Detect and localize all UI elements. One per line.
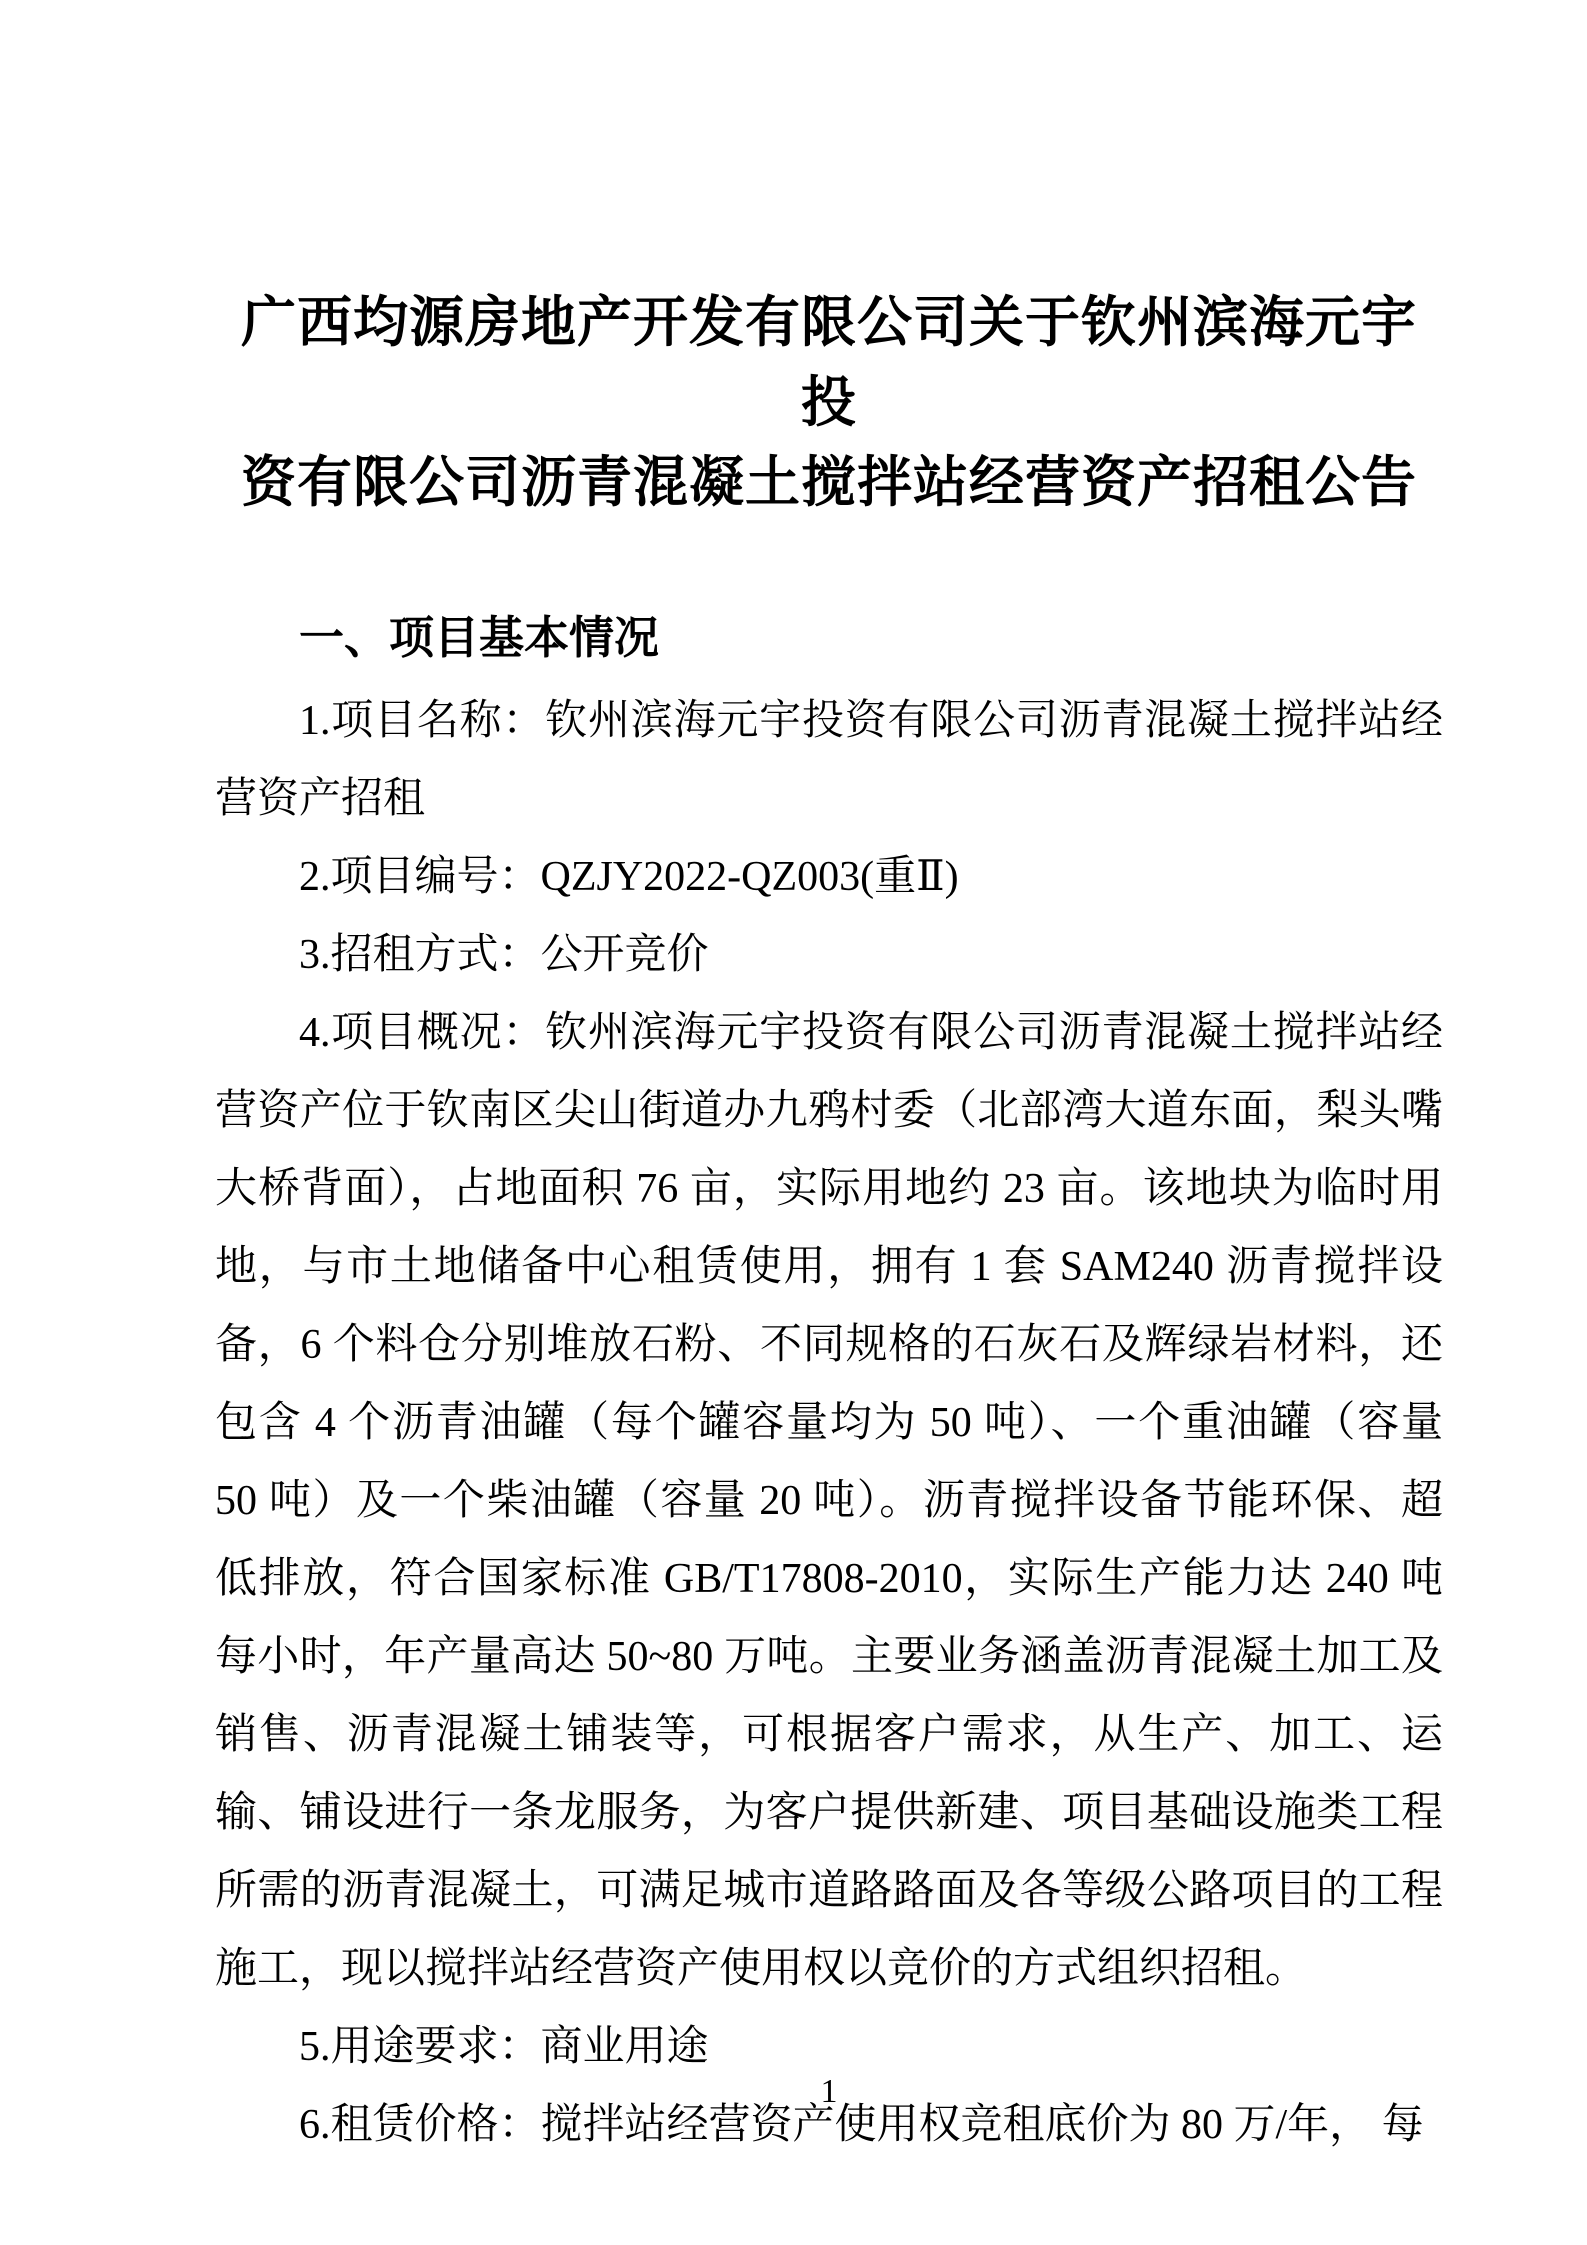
paragraph-project-number: 2.项目编号：QZJY2022-QZ003(重Ⅱ) <box>299 854 959 900</box>
paragraph-project-overview: 4.项目概况：钦州滨海元宇投资有限公司沥青混凝土搅拌站经营资产位于钦南区尖山街道办九鸦村委（北部湾大道东面，梨头嘴大桥背面），占地面积 76 亩，实际用地约 23 亩。该地块为临时用地，与市土地储备中心租赁使用，拥有 1 套 SAM240 沥青搅拌设备，6 个料仓分别堆放石粉、不同规格的石灰石及辉绿岩材料，还包含 4 个沥青油罐（每个罐容量均为 50 吨）、一个重油罐（容量 50 吨）及一个柴油罐（容量 20 吨）。沥青搅拌设备节能环保、超低排放，符合国家标准 GB/T17808-2010，实际生产能力达 240 吨每小时，年产量高达 50~80 万吨。主要业务涵盖沥青混凝土加工及销售、沥青混凝土铺装等，可根据客户需求，从生产、加工、运输、铺设进行一条龙服务，为客户提供新建、项目基础设施类工程所需的沥青混凝土，可满足城市道路路面及各等级公路项目的工程施工，现以搅拌站经营资产使用权以竞价的方式组织招租。 <box>215 1010 1443 1992</box>
title-line-2: 资有限公司沥青混凝土搅拌站经营资产招租公告 <box>240 452 1417 513</box>
document-title <box>215 283 1443 523</box>
paragraph-lease-price: 6.租赁价格：搅拌站经营资产使用权竞租底价为 80 万/年， 每 <box>299 2102 1424 2148</box>
page-number: 1 <box>820 2073 838 2110</box>
document-body <box>215 682 1443 2164</box>
paragraph-usage-requirement: 5.用途要求：商业用途 <box>299 2024 709 2070</box>
paragraph-project-name: 1.项目名称：钦州滨海元宇投资有限公司沥青混凝土搅拌站经营资产招租 <box>215 698 1443 822</box>
document-content <box>215 0 1443 2164</box>
section-heading-project-basic-info: 一、项目基本情况 <box>299 612 660 663</box>
paragraph-leasing-method: 3.招租方式：公开竞价 <box>299 932 709 978</box>
title-line-1: 广西均源房地产开发有限公司关于钦州滨海元宇投 <box>240 292 1417 433</box>
